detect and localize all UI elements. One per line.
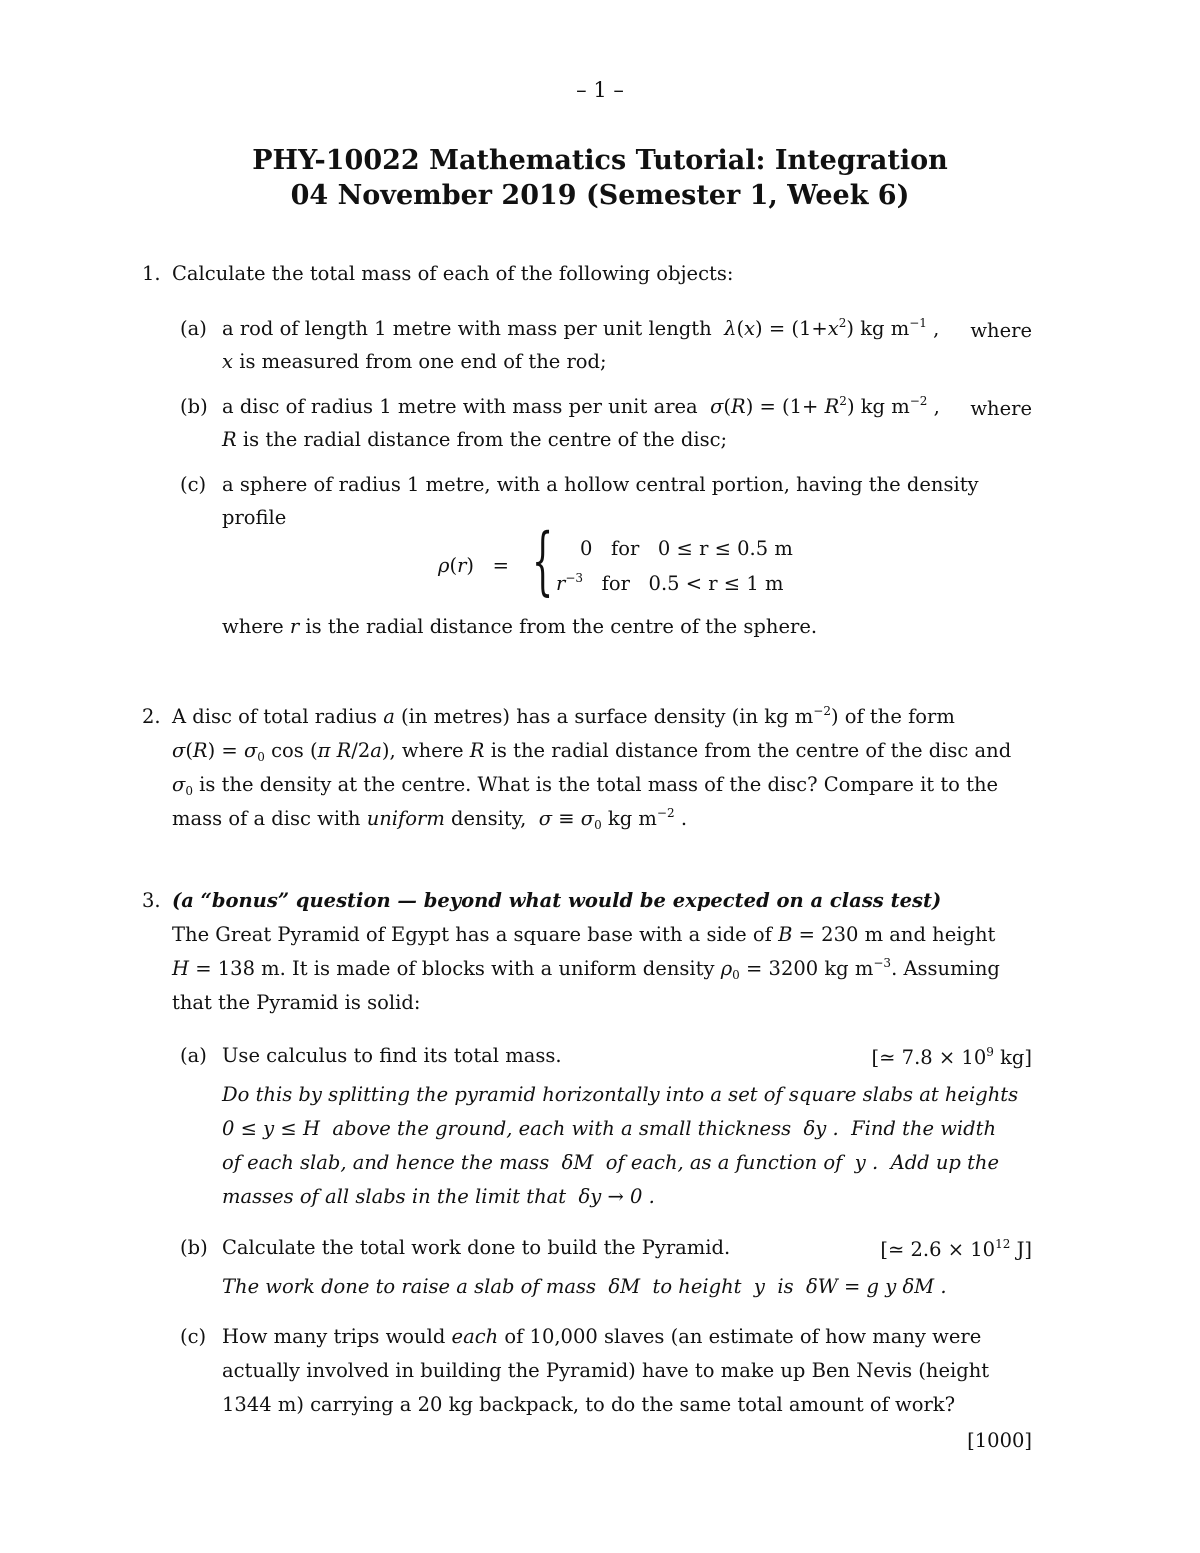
q3b-answer: [≃ $2.6 \times 10^{12}$ J]	[880, 1237, 1032, 1261]
q1c-after: where r is the radial distance from the centre of the sphere.	[222, 615, 818, 638]
question-3-number: 3.	[142, 889, 161, 912]
q3-line2: H = 138 m. It is made of blocks with a uniform density $\rho_0 = 3200$ kg $m^{-3}$. Assuming	[172, 956, 1000, 982]
q1a-label: (a)	[180, 317, 207, 340]
q3a-hint-line2: 0 ≤ y ≤ H above the ground, each with a small thickness δy . Find the width	[222, 1117, 997, 1140]
q2-line4: mass of a disc with uniform density, $\sigma \equiv \sigma_0$ kg $m^{-2}$ .	[172, 806, 688, 832]
q1c-rho-lhs: ρ(r) =	[438, 554, 509, 577]
q3a-hint-line4: masses of all slabs in the limit that δy → 0 .	[222, 1185, 655, 1208]
q3c-line1: How many trips would each of 10,000 slaves (an estimate of how many were	[222, 1325, 982, 1348]
q2-line3: $\sigma_0$ is the density at the centre. What is the total mass of the disc? Compare it to the	[172, 773, 999, 798]
q1b-label: (b)	[180, 395, 208, 418]
q1b-where: where	[970, 397, 1032, 420]
q1b-line1	[222, 394, 940, 418]
q1c-case1: 0 for 0 ≤ r ≤ 0.5 m	[580, 537, 793, 560]
q1c-line2: profile	[222, 506, 287, 529]
q3-line1: The Great Pyramid of Egypt has a square base with a side of B = 230 m and height	[172, 923, 996, 946]
page-title: PHY-10022 Mathematics Tutorial: Integration	[252, 145, 948, 176]
page-number: – 1 –	[576, 78, 624, 102]
q3b-label: (b)	[180, 1236, 208, 1259]
page-subtitle: 04 November 2019 (Semester 1, Week 6)	[290, 180, 910, 211]
question-1-number: 1.	[142, 262, 161, 285]
q3a-hint-line3: of each slab, and hence the mass δM of each, as a function of y . Add up the	[222, 1151, 1000, 1174]
q1a-formula: $\lambda(x) = (1+x^2)$ kg $m^{-1}$ ,	[724, 316, 940, 340]
q3b-hint: The work done to raise a slab of mass δM to height y is δW = g y δM .	[222, 1275, 947, 1298]
q1c-left-brace: {	[532, 518, 554, 604]
question-2-number: 2.	[142, 705, 161, 728]
q2-line1: A disc of total radius a (in metres) has a surface density (in kg $m^{-2}$) of the form	[172, 704, 955, 728]
q3c-line2: actually involved in building the Pyramid) have to make up Ben Nevis (height	[222, 1359, 990, 1382]
q3-bonus-note: (a “bonus” question — beyond what would be expected on a class test)	[172, 889, 942, 912]
q3c-answer: [1000]	[967, 1429, 1032, 1452]
q1c-label: (c)	[180, 473, 207, 496]
q3a-label: (a)	[180, 1044, 207, 1067]
q1b-text: a disc of radius 1 metre with mass per unit area	[222, 395, 698, 418]
q3c-line3: 1344 m) carrying a 20 kg backpack, to do the same total amount of work?	[222, 1393, 956, 1416]
q1b-line2: R is the radial distance from the centre of the disc;	[222, 428, 728, 451]
q1a-where: where	[970, 319, 1032, 342]
q1c-case2: $r^{-3}$ for 0.5 < r ≤ 1 m	[556, 571, 784, 595]
q3c-label: (c)	[180, 1325, 207, 1348]
q1a-line2: x is measured from one end of the rod;	[222, 350, 607, 373]
q3a-text: Use calculus to find its total mass.	[222, 1044, 562, 1067]
q3a-hint-line1: Do this by splitting the pyramid horizontally into a set of square slabs at heights	[222, 1083, 1019, 1106]
q1b-formula: $\sigma(R) = (1+ R^2)$ kg $m^{-2}$ ,	[710, 394, 940, 418]
question-1-intro: Calculate the total mass of each of the following objects:	[172, 262, 734, 285]
q1c-line1: a sphere of radius 1 metre, with a hollow central portion, having the density	[222, 473, 979, 496]
q3b-text: Calculate the total work done to build the Pyramid.	[222, 1236, 731, 1259]
q1a-text: a rod of length 1 metre with mass per unit length	[222, 317, 712, 340]
q1a-line1	[222, 316, 940, 340]
q3-line3: that the Pyramid is solid:	[172, 991, 421, 1014]
q3a-answer: [≃ $7.8 \times 10^9$ kg]	[871, 1045, 1032, 1069]
q2-line2: $\sigma(R) = \sigma_0$ cos (π R/2a), where R is the radial distance from the centre of the disc and	[172, 739, 1012, 764]
